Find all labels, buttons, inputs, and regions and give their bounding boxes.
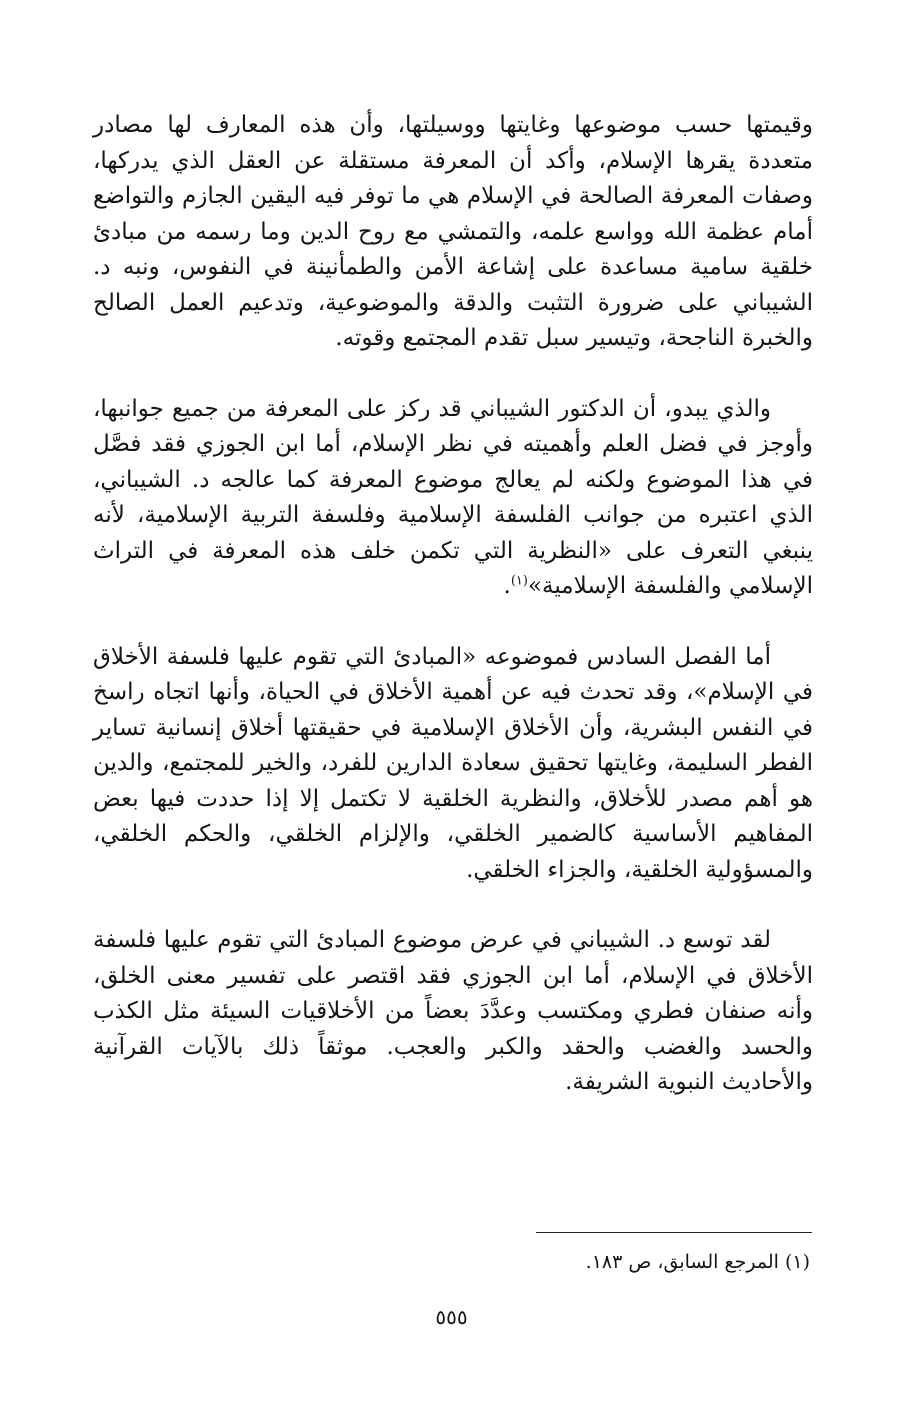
footnote-divider — [536, 1232, 812, 1233]
footnote-text: المرجع السابق، ص ١٨٣. — [585, 1251, 779, 1273]
paragraph-1 — [93, 108, 813, 357]
page-number: ٥٥٥ — [435, 1305, 468, 1329]
paragraph-1-text: وقيمتها حسب موضوعها وغايتها ووسيلتها، وأن هذه المعارف لها مصادر متعددة يقرها الإسلام، وأكد أن المعرفة مستقلة عن العقل الذي يدركها، وصفات المعرفة الصالحة في الإسلام هي ما توفر فيه اليقين الجازم والتواضع أمام عظمة الله وواسع علمه، والتمشي مع روح الدين وما رسمه من مبادئ خلقية سامية مساعدة على إشاعة الأمن والطمأنينة في النفوس، ونبه د. الشيباني على ضرورة التثبت والدقة والموضوعية، وتدعيم العمل الصالح والخبرة الناجحة، وتيسير سبل تقدم المجتمع وقوته. — [93, 112, 813, 351]
paragraph-2 — [93, 392, 813, 605]
page-body — [93, 108, 813, 1101]
footnote — [90, 1248, 810, 1276]
paragraph-2-text: والذي يبدو، أن الدكتور الشيباني قد ركز على المعرفة من جميع جوانبها، وأوجز في فضل العلم وأهميته في نظر الإسلام، أما ابن الجوزي فقد فصَّل في هذا الموضوع ولكنه لم يعالج موضوع المعرفة كما عالجه د. الشيباني، الذي اعتبره من جوانب الفلسفة الإسلامية وفلسفة التربية الإسلامية، لأنه ينبغي التعرف على «النظرية التي تكمن خلف هذه المعرفة في التراث الإسلامي والفلسفة الإسلامية» — [93, 395, 813, 599]
footnote-marker: (١) — [784, 1251, 810, 1273]
paragraph-4-text: لقد توسع د. الشيباني في عرض موضوع المبادئ التي تقوم عليها فلسفة الأخلاق في الإسلام، أما ابن الجوزي فقد اقتصر على تفسير معنى الخلق، وأنه صنفان فطري ومكتسب وعدَّدَ بعضاً من الأخلاقيات السيئة مثل الكذب والحسد والغضب والحقد والكبر والعجب. موثقاً ذلك بالآيات القرآنية والأحاديث النبوية الشريفة. — [93, 927, 813, 1095]
paragraph-3-text: أما الفصل السادس فموضوعه «المبادئ التي تقوم عليها فلسفة الأخلاق في الإسلام»، وقد تحدث فيه عن أهمية الأخلاق في الحياة، وأنها اتجاه راسخ في النفس البشرية، وأن الأخلاق الإسلامية في حقيقتها أخلاق إنسانية تساير الفطر السليمة، وغايتها تحقيق سعادة الدارين للفرد، والخير للمجتمع، والدين هو أهم مصدر للأخلاق، والنظرية الخلقية لا تكتمل إلا إذا حددت فيها بعض المفاهيم الأساسية كالضمير الخلقي، والإلزام الخلقي، والحكم الخلقي، والمسؤولية الخلقية، والجزاء الخلقي. — [93, 643, 813, 883]
footnote-reference[interactable]: (١) — [510, 573, 528, 589]
paragraph-4 — [93, 923, 813, 1101]
paragraph-2-end: . — [503, 573, 511, 599]
paragraph-3 — [93, 640, 813, 889]
